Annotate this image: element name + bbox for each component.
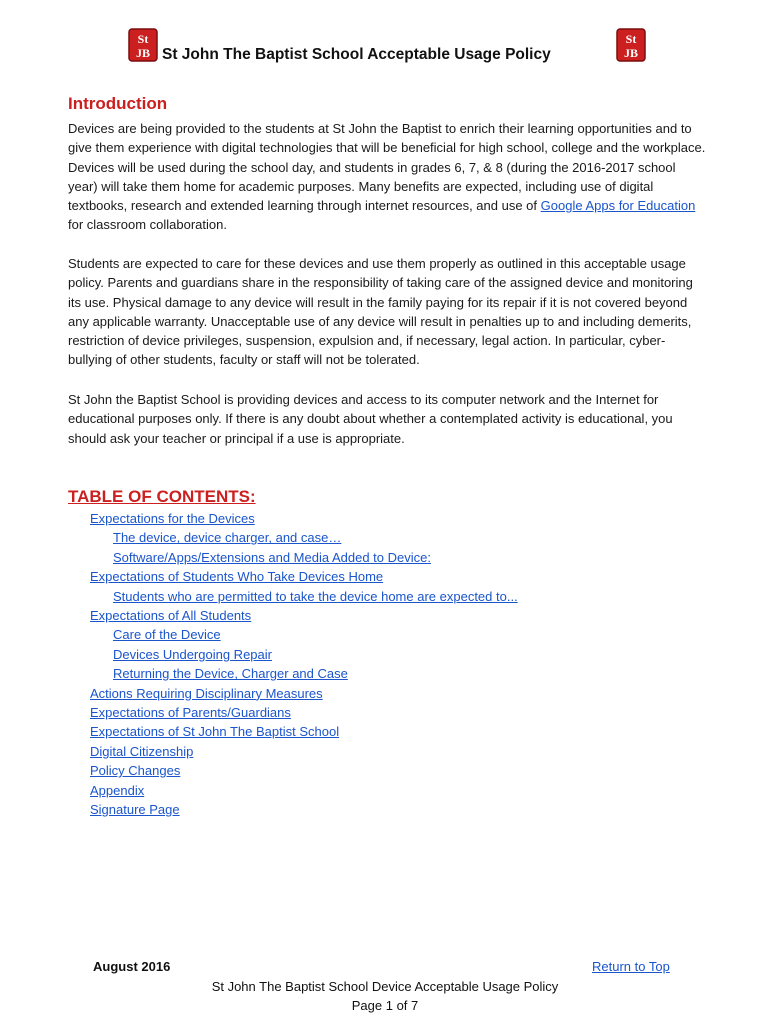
toc-item[interactable]: Actions Requiring Disciplinary Measures (90, 685, 323, 701)
footer-date: August 2016 (93, 959, 171, 974)
intro-paragraph-3: St John the Baptist School is providing devices and access to its computer network and the Internet for educational purposes only. If there is any doubt about whether a contemplated activity is educational, you should ask your teacher or principal if a use is appropriate. (68, 392, 673, 446)
toc-item[interactable]: Students who are permitted to take the device home are expected to... (113, 588, 518, 604)
toc-item[interactable]: Signature Page (90, 802, 180, 817)
toc-heading: TABLE OF CONTENTS: (68, 487, 256, 506)
toc-item[interactable]: Software/Apps/Extensions and Media Added to Device: (113, 549, 431, 565)
introduction-heading: Introduction (68, 94, 168, 113)
toc-item[interactable]: Returning the Device, Charger and Case (113, 666, 348, 682)
svg-text:JB: JB (135, 46, 151, 60)
toc-item[interactable]: Expectations of All Students (90, 608, 252, 623)
intro-paragraph-2: Students are expected to care for these devices and use them properly as outlined in this acceptable usage policy. Parents and guardians share in the responsibility of taking care of the assigned device and monitoring its use. Physical damage to any device will result in the family paying for its repair if it is not covered beyond any applicable warranty. Unacceptable use of any device will result in penalties up to and including demerits, restriction of device privileges, suspension, expulsion and, if necessary, legal action. In particular, cyber-bullying of other students, faculty or staff will not be tolerated. (68, 256, 693, 368)
toc-item[interactable]: Policy Changes (90, 763, 181, 779)
page-number: Page 1 of 7 (351, 998, 419, 1013)
intro-paragraph-1-text: Devices are being provided to the students at St John the Baptist to enrich their learning opportunities and to give them experience with digital technologies that will be beneficial for high school, college and the workplace. Devices will be used during the school day, and students in grades 6, 7, & 8 (during the 2016-2017 school year) will take them home for academic purposes. Many benefits are expected, including use of digital textbooks, research and extended learning through internet resources, and use of (68, 121, 706, 214)
toc-item[interactable]: Digital Citizenship (90, 743, 194, 759)
school-logo-left (128, 28, 158, 62)
svg-text:St: St (625, 32, 637, 46)
svg-text:St: St (137, 32, 149, 46)
toc-item[interactable]: Appendix (90, 782, 145, 798)
footer-document-title: St John The Baptist School Device Acceptable Usage Policy (211, 979, 559, 994)
return-to-top-link[interactable]: Return to Top (592, 959, 670, 974)
toc-item[interactable]: Expectations of Parents/Guardians (90, 705, 291, 720)
toc-item[interactable]: Expectations of Students Who Take Devices Home (90, 569, 384, 585)
school-logo-right (616, 28, 646, 62)
intro-paragraph-1-tail: for classroom collaboration. (68, 217, 227, 233)
toc-item[interactable]: Devices Undergoing Repair (113, 646, 272, 662)
document-title: St John The Baptist School Acceptable Usage Policy (162, 46, 551, 63)
svg-text:JB: JB (623, 46, 639, 60)
toc-item[interactable]: Care of the Device (113, 627, 221, 643)
google-apps-link[interactable]: Google Apps for Education (540, 198, 696, 214)
toc-item[interactable]: Expectations of St John The Baptist School (90, 724, 340, 740)
intro-paragraph-1 (68, 119, 708, 235)
toc-item[interactable]: Expectations for the Devices (90, 511, 255, 526)
toc-item[interactable]: The device, device charger, and case… (113, 530, 342, 546)
